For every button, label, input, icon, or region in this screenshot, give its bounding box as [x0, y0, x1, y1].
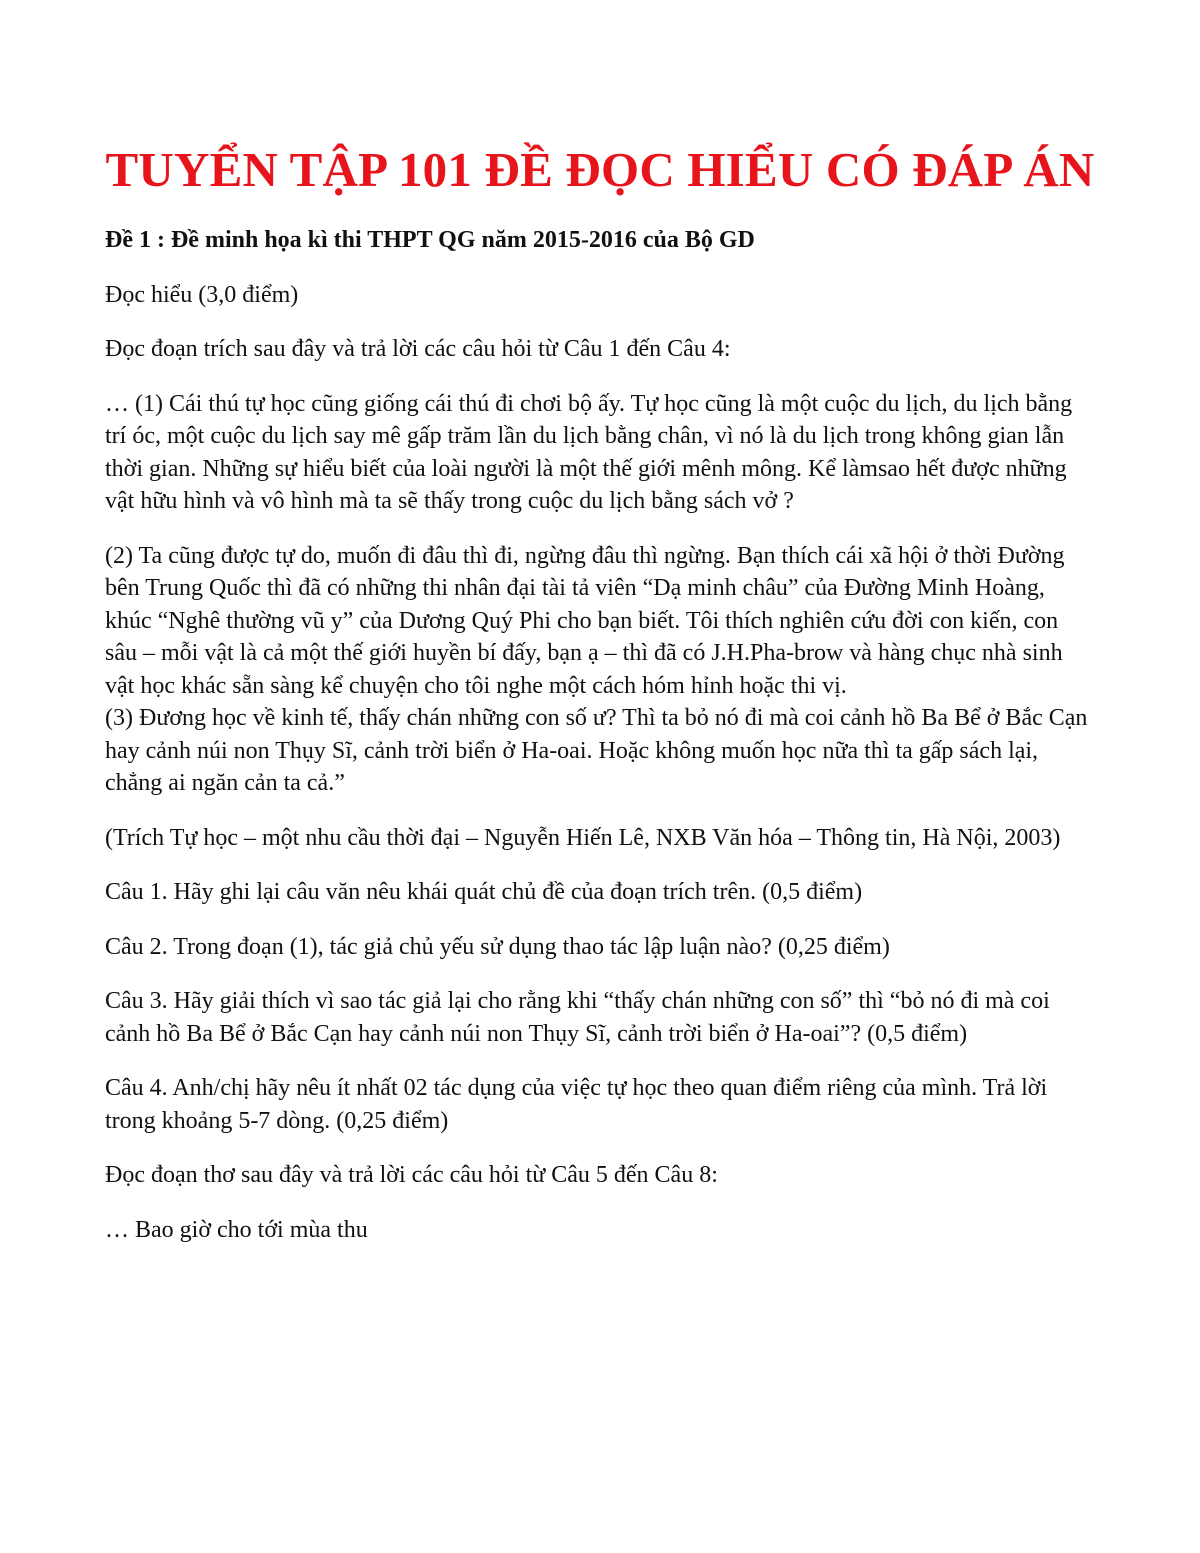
passage-citation: (Trích Tự học – một nhu cầu thời đại – Nguyễn Hiến Lê, NXB Văn hóa – Thông tin, Hà Nội, 2003): [105, 824, 1061, 851]
instruction-poem: Đọc đoạn thơ sau đây và trả lời các câu hỏi từ Câu 5 đến Câu 8:: [105, 1162, 718, 1188]
passage-paragraph-2: (2) Ta cũng được tự do, muốn đi đâu thì đi, ngừng đâu thì ngừng. Bạn thích cái xã hội ở thời Đường bên Trung Quốc thì đã có những thi nhân đại tài tả viên “Dạ minh châu” của Đường Minh Hoàng, khúc “Nghê thường vũ y” của Dương Quý Phi cho bạn biết. Tôi thích nghiên cứu đời con kiến, con sâu – mỗi vật là cả một thế giới huyền bí đấy, bạn ạ – thì đã có J.H.Pha-brow và hàng chục nhà sinh vật học khác sẵn sàng kể chuyện cho tôi nghe một cách hóm hỉnh hoặc thi vị.: [105, 542, 1065, 699]
instruction-reading: Đọc đoạn trích sau đây và trả lời các câu hỏi từ Câu 1 đến Câu 4:: [105, 336, 731, 362]
poem-line: … Bao giờ cho tới mùa thu: [105, 1216, 368, 1243]
question-4: Câu 4. Anh/chị hãy nêu ít nhất 02 tác dụng của việc tự học theo quan điểm riêng của mình. Trả lời trong khoảng 5-7 dòng. (0,25 điểm): [105, 1075, 1048, 1134]
document-page: [105, 140, 1095, 1246]
exam-subtitle: Đề 1 : Đề minh họa kì thi THPT QG năm 2015-2016 của Bộ GD: [105, 227, 755, 253]
passage-paragraph-3: (3) Đương học về kinh tế, thấy chán những con số ư? Thì ta bỏ nó đi mà coi cảnh hồ Ba Bể ở Bắc Cạn hay cảnh núi non Thụy Sĩ, cảnh trời biển ở Ha-oai. Hoặc không muốn học nữa thì ta gấp sách lại, chẳng ai ngăn cản ta cả.”: [105, 705, 1088, 796]
document-title: TUYỂN TẬP 101 ĐỀ ĐỌC HIỂU CÓ ĐÁP ÁN: [105, 142, 1095, 197]
question-3: Câu 3. Hãy giải thích vì sao tác giả lại cho rằng khi “thấy chán những con số” thì “bỏ nó đi mà coi cảnh hồ Ba Bể ở Bắc Cạn hay cảnh núi non Thụy Sĩ, cảnh trời biển ở Ha-oai”? (0,5 điểm): [105, 988, 1050, 1047]
passage-paragraph-1: … (1) Cái thú tự học cũng giống cái thú đi chơi bộ ấy. Tự học cũng là một cuộc du lịch, du lịch bằng trí óc, một cuộc du lịch say mê gấp trăm lần du lịch bằng chân, vì nó là du lịch trong không gian lẫn thời gian. Những sự hiểu biết của loài người là một thế giới mênh mông. Kể làmsao hết được những vật hữu hình và vô hình mà ta sẽ thấy trong cuộc du lịch bằng sách vở ?: [105, 390, 1073, 514]
question-2: Câu 2. Trong đoạn (1), tác giả chủ yếu sử dụng thao tác lập luận nào? (0,25 điểm): [105, 933, 890, 960]
section-heading: Đọc hiểu (3,0 điểm): [105, 281, 299, 308]
question-1: Câu 1. Hãy ghi lại câu văn nêu khái quát chủ đề của đoạn trích trên. (0,5 điểm): [105, 879, 863, 905]
